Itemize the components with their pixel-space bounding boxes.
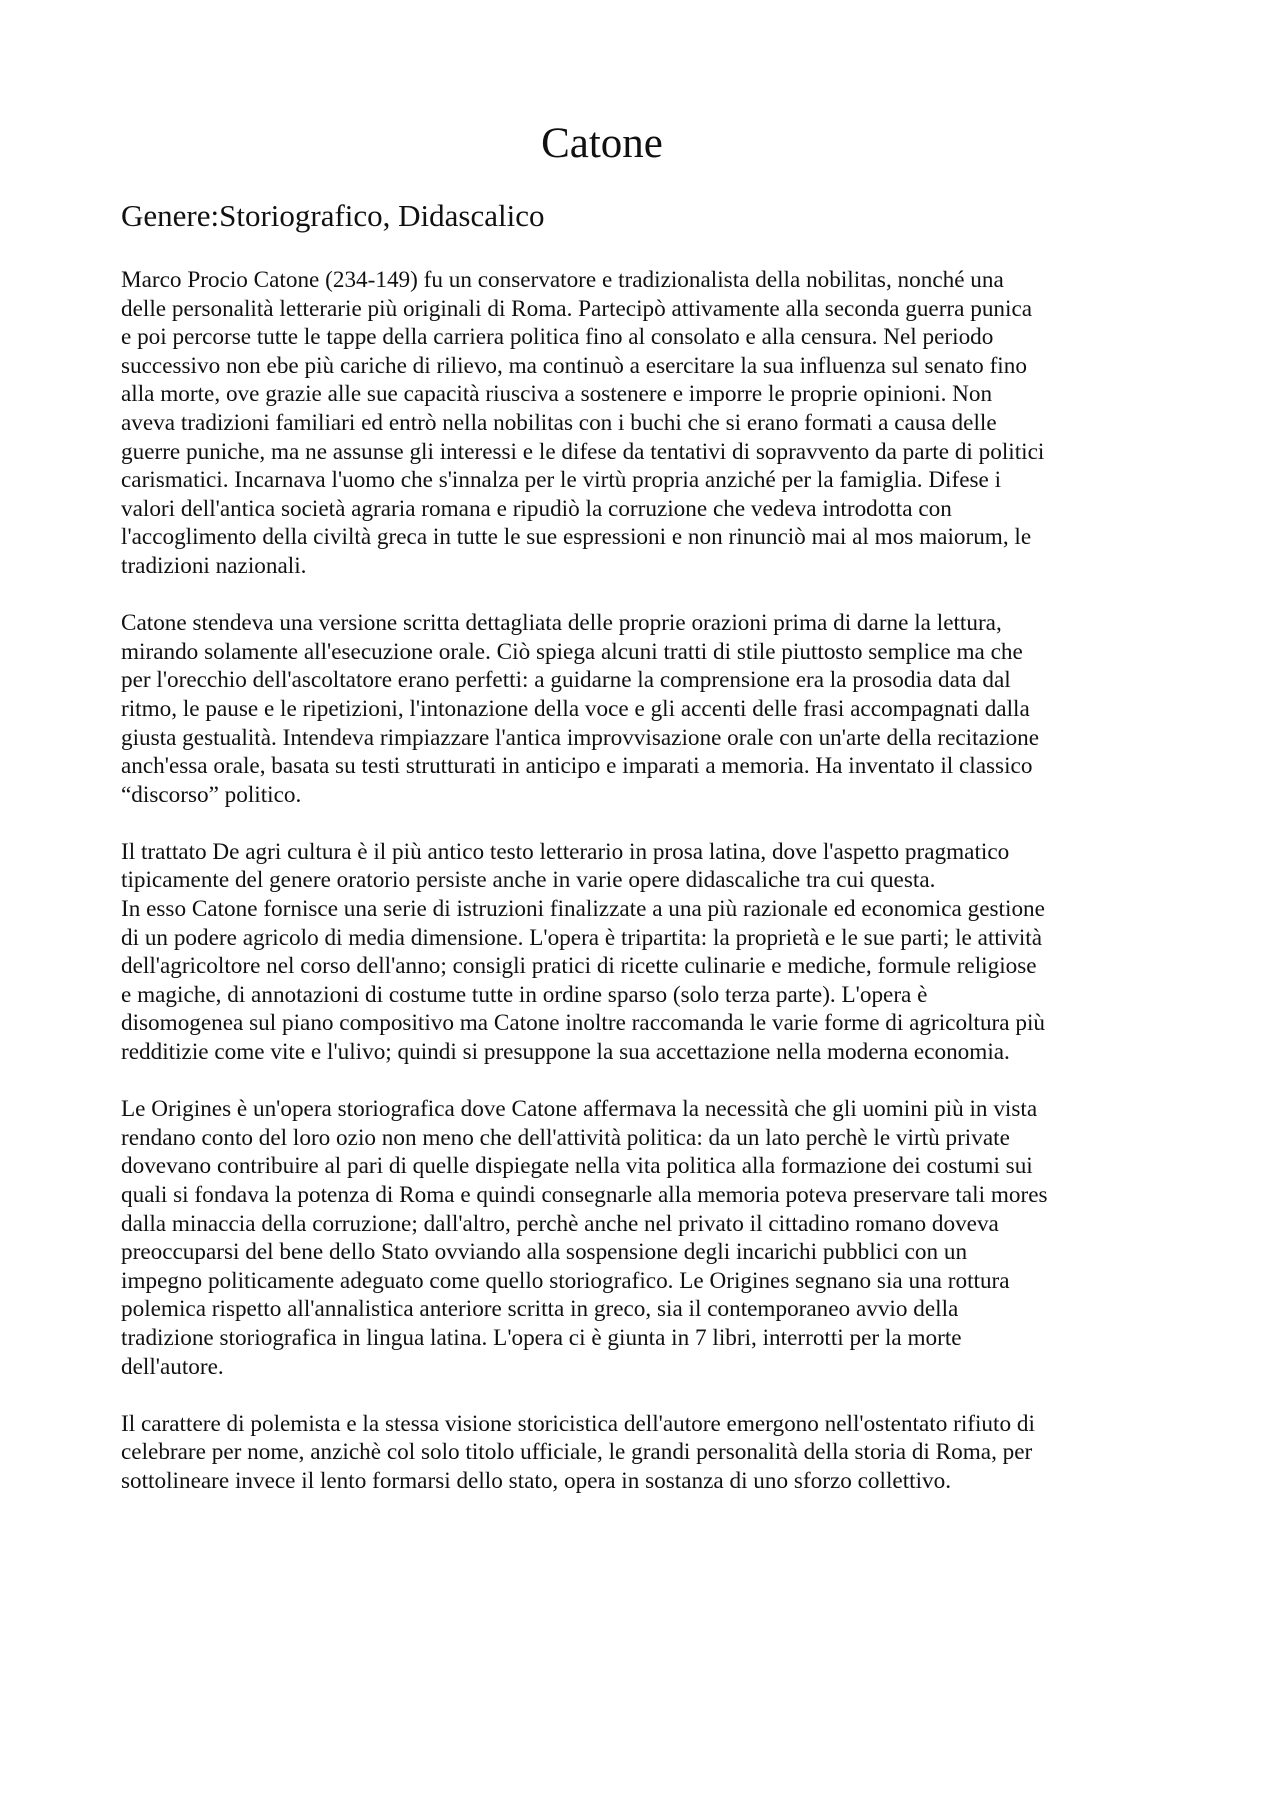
paragraph-oratory: Catone stendeva una versione scritta dettagliata delle proprie orazioni prima di darne la lettura, mirando solamente all'esecuzione orale. Ciò spiega alcuni tratti di stile piuttosto semplice ma che per l'orecchio dell'ascoltatore erano perfetti: a guidarne la comprensione era la prosodia data dal ritmo, le pause e le ripetizioni, l'intonazione della voce e gli accenti delle frasi accompagnati dalla giusta gestualità. Intendeva rimpiazzare l'antica improvvisazione orale con un'arte della recitazione anch'essa orale, basata su testi strutturati in anticipo e imparati a memoria. Ha inventato il classico “discorso” politico. — [121, 610, 1040, 808]
paragraph-de-agri-cultura: Il trattato De agri cultura è il più antico testo letterario in prosa latina, dove l'aspetto pragmatico tipicamente del genere oratorio persiste anche in varie opere didascaliche tra cui questa. In esso Catone fornisce una serie di istruzioni finalizzate a una più razionale ed economica gestione di un podere agricolo di media dimensione. L'opera è tripartita: la proprietà e le sue parti; le attività dell'agricoltore nel corso dell'anno; consigli pratici di ricette culinarie e mediche, formule religiose e magiche, di annotazioni di costume tutte in ordine sparso (solo terza parte). L'opera è disomogenea sul piano compositivo ma Catone inoltre raccomanda le varie forme di agricoltura più redditizie come vite e l'ulivo; quindi si presuppone la sua accettazione nella moderna economia. — [121, 838, 1045, 1066]
paragraph-polemist: Il carattere di polemista e la stessa visione storicistica dell'autore emergono nell'ostentato rifiuto di celebrare per nome, anzichè col solo titolo ufficiale, le grandi personalità della storia di Roma, per sottolineare invece il lento formarsi dello stato, opera in sostanza di uno sforzo collettivo. — [121, 1410, 1035, 1494]
page-title: Catone — [541, 120, 663, 167]
paragraph-biography: Marco Procio Catone (234-149) fu un conservatore e tradizionalista della nobilitas, nonché una delle personalità letterarie più originali di Roma. Partecipò attivamente alla seconda guerra punica e poi percorse tutte le tappe della carriera politica fino al consolato e alla censura. Nel periodo successivo non ebe più cariche di rilievo, ma continuò a esercitare la sua influenza sul senato fino alla morte, ove grazie alle sue capacità riusciva a sostenere e imporre le proprie opinioni. Non aveva tradizioni familiari ed entrò nella nobilitas con i buchi che si erano formati a causa delle guerre puniche, ma ne assunse gli interessi e le difese da tentativi di sopravvento da parte di politici carismatici. Incarnava l'uomo che s'innalza per le virtù propria anziché per la famiglia. Difese i valori dell'antica società agraria romana e ripudiò la corruzione che vedeva introdotta con l'accoglimento della civiltà greca in tutte le sue espressioni e non rinunciò mai al mos maiorum, le tradizioni nazionali. — [121, 267, 1045, 579]
paragraph-origines: Le Origines è un'opera storiografica dove Catone affermava la necessità che gli uomini più in vista rendano conto del loro ozio non meno che dell'attività politica: da un lato perchè le virtù private dovevano contribuire al pari di quelle dispiegate nella vita politica alla formazione dei costumi sui quali si fondava la potenza di Roma e quindi consegnarle alla memoria poteva preservare tali mores dalla minaccia della corruzione; dall'altro, perchè anche nel privato il cittadino romano doveva preoccuparsi del bene dello Stato ovviando alla sospensione degli incarichi pubblici con un impegno politicamente adeguato come quello storiografico. Le Origines segnano sia una rottura polemica rispetto all'annalistica anteriore scritta in greco, sia il contemporaneo avvio della tradizione storiografica in lingua latina. L'opera ci è giunta in 7 libri, interrotti per la morte dell'autore. — [121, 1096, 1048, 1380]
document-body — [121, 266, 1166, 1524]
genre-subtitle: Genere:Storiografico, Didascalico — [121, 198, 545, 233]
